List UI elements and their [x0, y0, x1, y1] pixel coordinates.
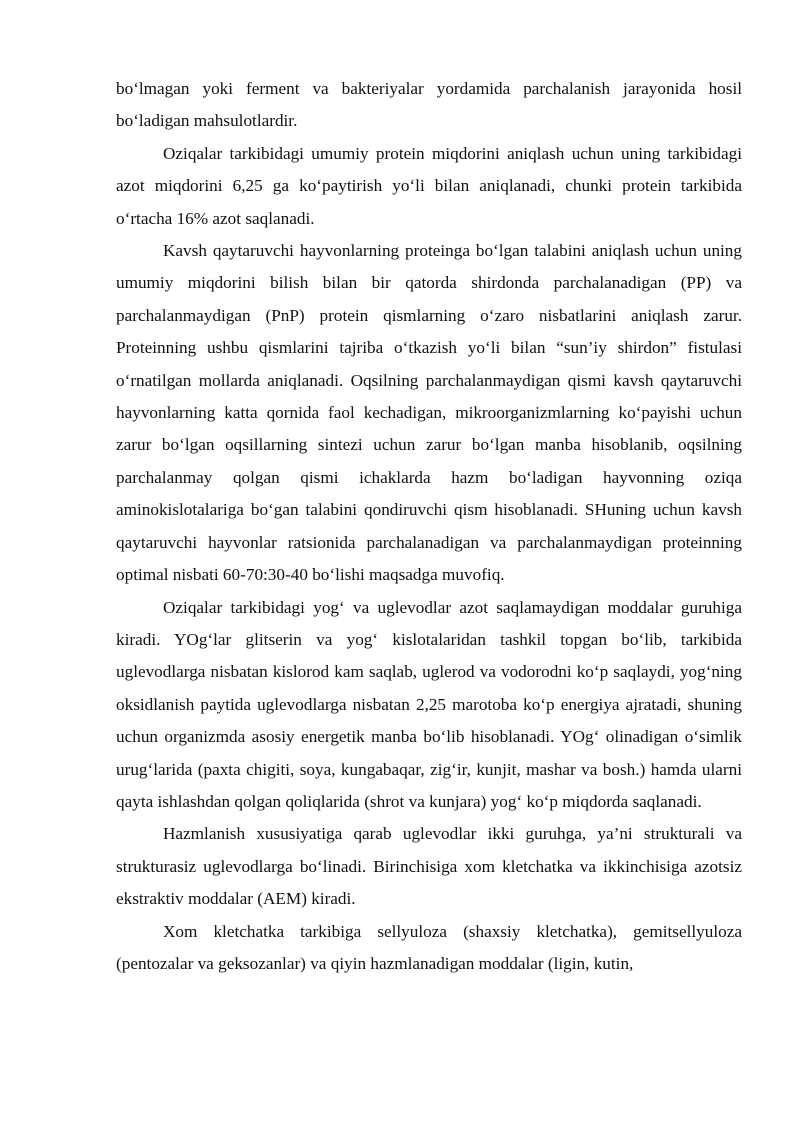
paragraph-crude-fiber: Xom kletchatka tarkibiga sellyuloza (shaxsiy kletchatka), gemitsellyuloza (pentozalar va geksozanlar) va qiyin hazmlanadigan moddalar (ligin, kutin, [116, 921, 742, 973]
paragraph-continuation: bo‘lmagan yoki ferment va bakteriyalar yordamida parchalanish jarayonida hosil bo‘ladigan mahsulotlardir. [116, 79, 742, 131]
body-text [116, 73, 742, 980]
paragraph-carbohydrate-groups: Hazmlanish xususiyatiga qarab uglevodlar ikki guruhga, ya’ni strukturali va strukturasiz uglevodlarga bo‘linadi. Birinchisiga xom kletchatka va ikkinchisiga azotsiz ekstraktiv moddalar (AEM) kiradi. [116, 824, 742, 909]
paragraph-protein-measurement: Oziqalar tarkibidagi umumiy protein miqdorini aniqlash uchun uning tarkibidagi azot miqdorini 6,25 ga ko‘paytirish yo‘li bilan aniqlanadi, chunki protein tarkibida o‘rtacha 16% azot saqlanadi. [116, 143, 742, 228]
paragraph-ruminant-protein: Kavsh qaytaruvchi hayvonlarning proteinga bo‘lgan talabini aniqlash uchun uning umumiy miqdorini bilish bilan bir qatorda shirdonda parchalanadigan (PP) va parchalanmaydigan (PnP) protein qismlarning o‘zaro nisbatlarini aniqlash zarur. Proteinning ushbu qismlarini tajriba o‘tkazish yo‘li bilan “sun’iy shirdon” fistulasi o‘rnatilgan mollarda aniqlanadi. Oqsilning parchalanmaydigan qismi kavsh qaytaruvchi hayvonlarning katta qornida faol kechadigan, mikroorganizmlarning ko‘payishi uchun zarur bo‘lgan oqsillarning sintezi uchun zarur bo‘lgan manba hisoblanib, oqsilning parchalanmay qolgan qismi ichaklarda hazm bo‘ladigan hayvonning oziqa aminokislotalariga bo‘gan talabini qondiruvchi qism hisoblanadi. SHuning uchun kavsh qaytaruvchi hayvonlar ratsionida parchalanadigan va parchalanmaydigan proteinning optimal nisbati 60-70:30-40 bo‘lishi maqsadga muvofiq. [116, 241, 742, 585]
paragraph-fats: Oziqalar tarkibidagi yog‘ va uglevodlar azot saqlamaydigan moddalar guruhiga kiradi. YOg‘lar glitserin va yog‘ kislotalaridan tashkil topgan bo‘lib, tarkibida uglevodlarga nisbatan kislorod kam saqlab, uglerod va vodorodni ko‘p saqlaydi, yog‘ning oksidlanish paytida uglevodlarga nisbatan 2,25 marotoba ko‘p energiya ajratadi, shuning uchun organizmda asosiy energetik manba bo‘lib hisoblanadi. YOg‘ olinadigan o‘simlik urug‘larida (paxta chigiti, soya, kungabaqar, zig‘ir, kunjit, mashar va bosh.) hamda ularni qayta ishlashdan qolgan qoliqlarida (shrot va kunjara) yog‘ ko‘p miqdorda saqlanadi. [116, 597, 742, 811]
